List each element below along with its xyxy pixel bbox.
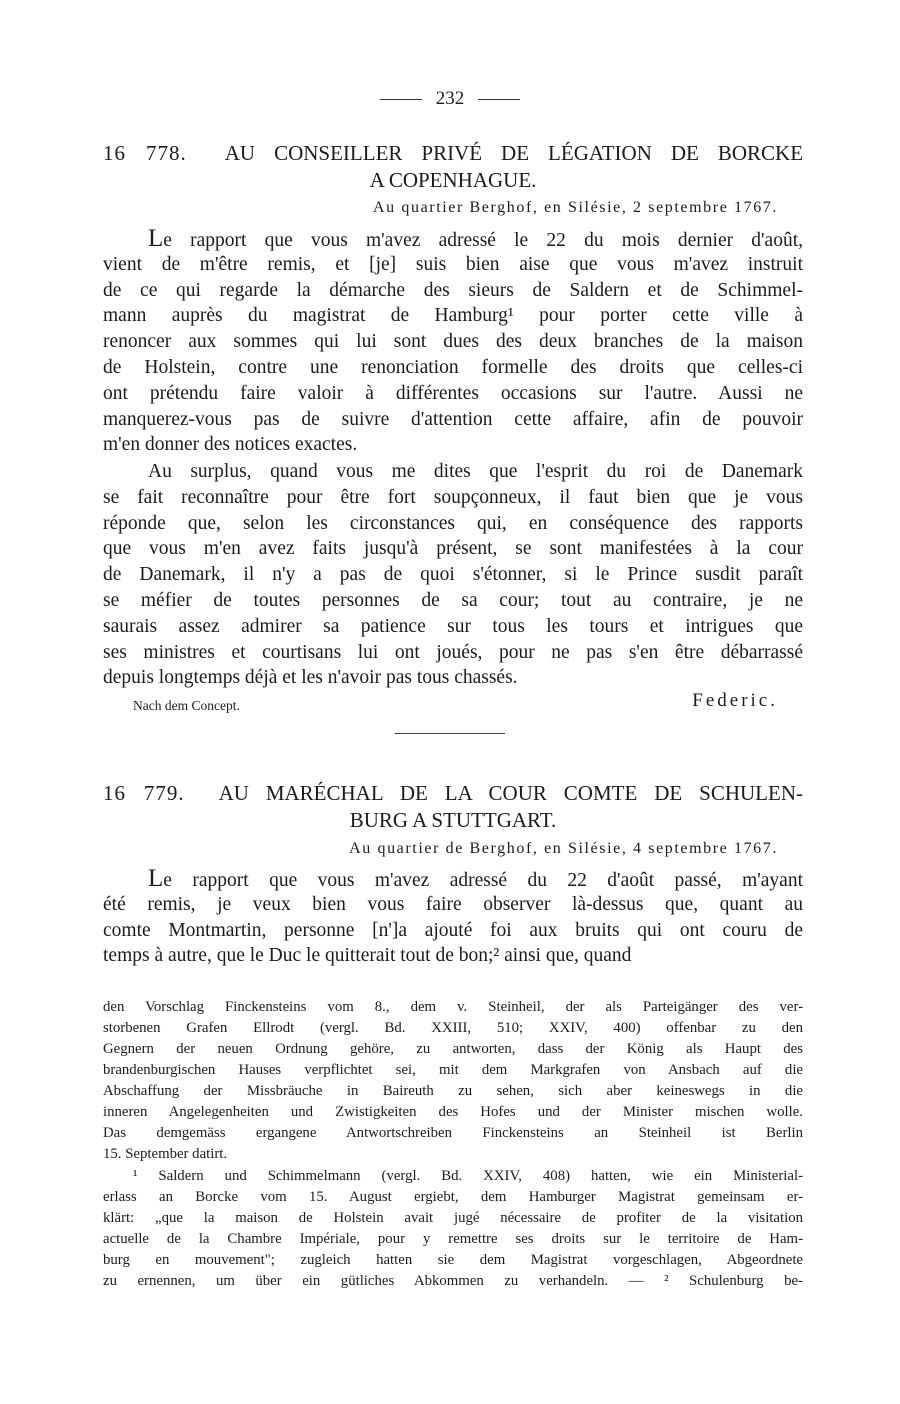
paragraph xyxy=(103,226,803,458)
letter-heading-line: A COPENHAGUE. xyxy=(369,168,537,192)
text-line: ont prétendu faire valoir à différentes occasions sur l'autre. Aussi ne xyxy=(103,382,803,404)
letter-heading-line: BURG A STUTTGART. xyxy=(349,808,557,832)
rule-right xyxy=(478,99,520,100)
text-line: saurais assez admirer sa patience sur tous les tours et intrigues que xyxy=(103,615,803,637)
text-line: Le rapport que vous m'avez adressé le 22 du mois dernier d'août, xyxy=(148,225,803,252)
text-line: klärt: „que la maison de Holstein avait jugé nécessaire de profiter de la visitation xyxy=(103,1210,803,1226)
page-number: 232 xyxy=(0,88,900,110)
letter-number: 16 778. xyxy=(103,141,187,165)
signature: Federic. xyxy=(692,690,778,711)
text-line: Au surplus, quand vous me dites que l'esprit du roi de Danemark xyxy=(148,461,803,482)
text-line: mann auprès du magistrat de Hamburg¹ pour porter cette ville à xyxy=(103,305,803,327)
letter-heading xyxy=(103,140,803,194)
text-line: 15. September datirt. xyxy=(103,1146,228,1162)
separator-rule xyxy=(395,733,505,734)
text-line: brandenburgischen Hauses verpflichtet sei, mit dem Markgrafen von Ansbach auf die xyxy=(103,1062,803,1078)
text-line: burg en mouvement"; zugleich hatten sie dem Magistrat vorgeschlagen, Abgeordnete xyxy=(103,1252,803,1268)
letter-number: 16 779. xyxy=(103,781,185,805)
text-line: comte Montmartin, personne [n']a ajouté foi aux bruits qui ont couru de xyxy=(103,919,803,941)
text-line: se fait reconnaître pour être fort soupçonneux, il faut bien que je vous xyxy=(103,486,803,508)
paragraph xyxy=(103,866,803,969)
text-line: de Holstein, contre une renonciation formelle des droits que celles-ci xyxy=(103,356,803,378)
text-line: de Danemark, il n'y a pas de quoi s'étonner, si le Prince susdit paraît xyxy=(103,564,803,586)
letter-heading-line: AU CONSEILLER PRIVÉ DE LÉGATION DE BORCKE xyxy=(224,141,804,165)
source-note: Nach dem Concept. xyxy=(133,698,240,713)
text-line: de ce qui regarde la démarche des sieurs de Saldern et de Schimmel- xyxy=(103,279,803,301)
text-line: Gegnern der neuen Ordnung gehöre, zu antworten, dass der König als Haupt des xyxy=(103,1041,803,1057)
text-line: se méfier de toutes personnes de sa cour; tout au contraire, je ne xyxy=(103,589,803,611)
text-line: inneren Angelegenheiten und Zwistigkeiten des Hofes und der Minister mischen wolle. xyxy=(103,1104,803,1120)
text-line: m'en donner des notices exactes. xyxy=(103,434,358,456)
text-line: que vous m'en avez faits jusqu'à présent, se sont manifestées à la cour xyxy=(103,538,803,560)
text-line: Das demgemäss ergangene Antwortschreiben Finckensteins an Steinheil ist Berlin xyxy=(103,1125,803,1141)
footnote xyxy=(103,1166,803,1292)
text-line: réponde que, selon les circonstances qui, en conséquence des rapports xyxy=(103,512,803,534)
text-line: vient de m'être remis, et [je] suis bien aise que vous m'avez instruit xyxy=(103,253,803,275)
text-line: storbenen Grafen Ellrodt (vergl. Bd. XXIII, 510; XXIV, 400) offenbar zu den xyxy=(103,1020,803,1036)
text-line: actuelle de la Chambre Impériale, pour y remettre ses droits sur le territoire de Ham- xyxy=(103,1231,803,1247)
text-line: été remis, je veux bien vous faire observer là-dessus que, quant au xyxy=(103,893,803,915)
text-line: temps à autre, que le Duc le quitterait tout de bon;² ainsi que, quand xyxy=(103,945,632,967)
place-date: Au quartier de Berghof, en Silésie, 4 septembre 1767. xyxy=(349,840,778,857)
text-line: erlass an Borcke vom 15. August ergiebt, dem Hamburger Magistrat gemeinsam er- xyxy=(103,1189,803,1205)
text-line: zu ernennen, um über ein gütliches Abkommen zu verhandeln. — ² Schulenburg be- xyxy=(103,1273,803,1289)
text-line: manquerez-vous pas de suivre d'attention cette affaire, afin de pouvoir xyxy=(103,408,803,430)
text-line: Le rapport que vous m'avez adressé du 22 d'août passé, m'ayant xyxy=(148,865,803,892)
text-line: den Vorschlag Finckensteins vom 8., dem v. Steinheil, der als Parteigänger des ver- xyxy=(103,999,803,1015)
text-line: depuis longtemps déjà et les n'avoir pas tous chassés. xyxy=(103,667,518,689)
letter-heading xyxy=(103,780,803,834)
place-date: Au quartier Berghof, en Silésie, 2 septembre 1767. xyxy=(373,199,778,216)
text-line: renoncer aux sommes qui lui sont dues des deux branches de la maison xyxy=(103,331,803,353)
footnote-continuation xyxy=(103,997,803,1165)
letter-heading-line: AU MARÉCHAL DE LA COUR COMTE DE SCHULEN- xyxy=(218,781,804,805)
text-line: ses ministres et courtisans lui ont joués, pour ne pas s'en être débarrassé xyxy=(103,641,803,663)
paragraph xyxy=(103,459,803,691)
rule-left xyxy=(380,99,422,100)
text-line: Abschaffung der Missbräuche in Baireuth zu sehen, sich aber keineswegs in die xyxy=(103,1083,803,1099)
text-line: ¹ Saldern und Schimmelmann (vergl. Bd. XXIV, 408) hatten, wie ein Ministerial- xyxy=(133,1168,803,1184)
